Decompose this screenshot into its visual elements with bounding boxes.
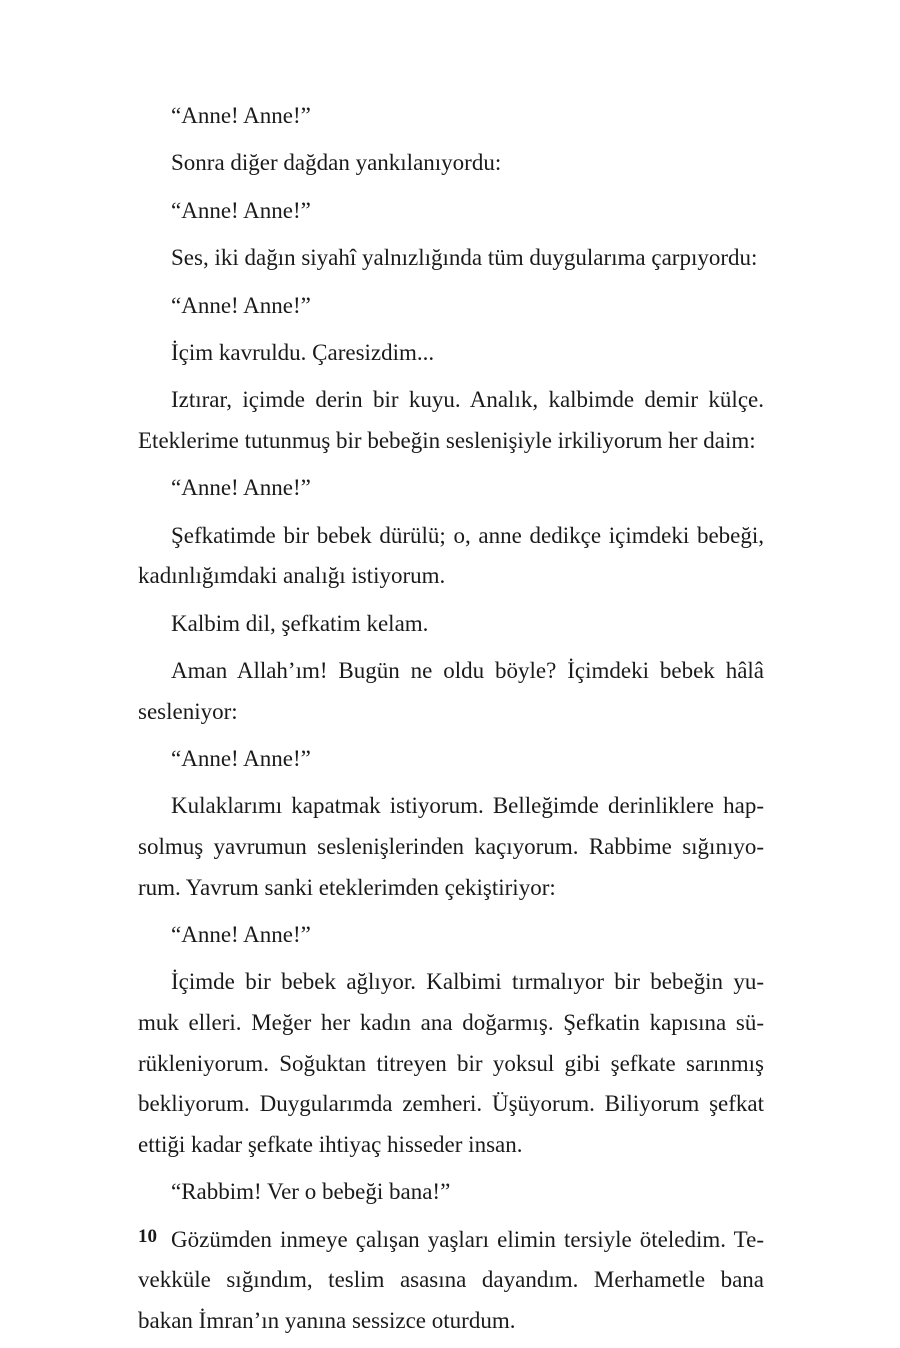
paragraph: İçim kavruldu. Çaresizdim... [171,339,435,365]
paragraph: “Anne! Anne!” [171,746,311,772]
page-number: 10 [138,1226,157,1247]
paragraph: Kalbim dil, şefkatim kelam. [171,610,429,636]
paragraph: Şefkatimde bir bebek dürülü; o, anne dedikçe içimdeki bebeği, kadınlığımdaki analığı istiyorum. [138,522,764,589]
paragraph: Aman Allah’ım! Bugün ne oldu böyle? İçimdeki bebek hâlâ sesleniyor: [138,658,764,724]
paragraph: Ses, iki dağın siyahî yalnızlığında tüm duygularıma çarpıyordu: [171,245,758,271]
paragraph: “Anne! Anne!” [171,922,311,948]
body-text [138,96,764,1348]
paragraph: “Anne! Anne!” [171,197,311,223]
paragraph: “Rabbim! Ver o bebeği bana!” [171,1179,451,1205]
paragraph: Iztırar, içimde derin bir kuyu. Analık, kalbimde demir külçe. Eteklerime tutunmuş bir bebeğin seslenişiyle irkiliyorum her daim: [138,387,764,453]
paragraph: Kulaklarımı kapatmak istiyorum. Belleğimde derinliklere hap-solmuş yavrumun seslenişlerinden kaçıyorum. Rabbime sığınıyo-rum. Yavrum sanki eteklerimden çekiştiriyor: [138,793,764,900]
paragraph: “Anne! Anne!” [171,475,311,501]
paragraph: Gözümden inmeye çalışan yaşları elimin tersiyle öteledim. Te-vekküle sığındım, teslim asasına dayandım. Merhametle bana bakan İmran’ın yanına sessizce oturdum. [138,1226,764,1333]
paragraph: Sonra diğer dağdan yankılanıyordu: [171,150,502,176]
paragraph: “Anne! Anne!” [171,103,311,128]
paragraph: İçimde bir bebek ağlıyor. Kalbimi tırmalıyor bir bebeğin yu-muk elleri. Meğer her kadın ana doğarmış. Şefkatin kapısına sü-rükleniyorum. Soğuktan titreyen bir yoksul gibi şefkate sarınmış bekliyorum. Duygularımda zemheri. Üşüyorum. Biliyorum şefkat ettiği kadar şefkate ihtiyaç hisseder insan. [138,969,764,1157]
paragraph: “Anne! Anne!” [171,292,311,318]
